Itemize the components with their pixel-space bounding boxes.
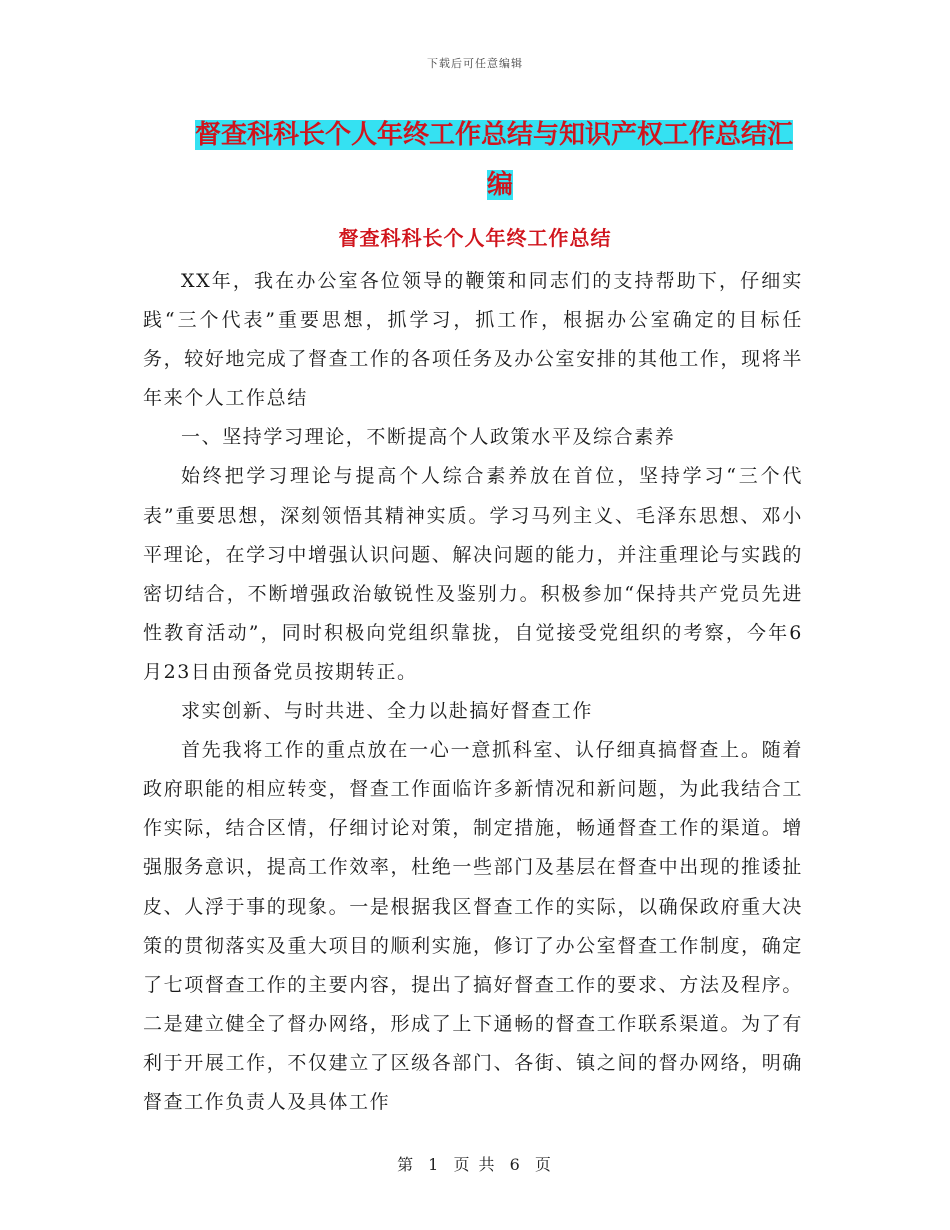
footer-page-number: 1 <box>428 1155 441 1174</box>
document-title-line1: 督查科科长个人年终工作总结与知识产权工作总结汇 <box>195 120 794 150</box>
section-title: 督查科科长个人年终工作总结 <box>338 226 612 250</box>
document-body <box>143 262 803 1122</box>
header-note: 下载后可任意编辑 <box>427 57 523 70</box>
page-footer <box>0 1152 950 1175</box>
paragraph-intro: XX年，我在办公室各位领导的鞭策和同志们的支持帮助下，仔细实践“三个代表”重要思想，抓学习，抓工作，根据办公室确定的目标任务，较好地完成了督查工作的各项任务及办公室安排的其他工作，现将半年来个人工作总结 <box>143 270 803 410</box>
footer-middle: 页 共 <box>453 1155 497 1174</box>
document-title-line2: 编 <box>486 170 513 200</box>
footer-suffix: 页 <box>534 1155 553 1174</box>
paragraph-study: 始终把学习理论与提高个人综合素养放在首位，坚持学习“三个代表”重要思想，深刻领悟其精神实质。学习马列主义、毛泽东思想、邓小平理论，在学习中增强认识问题、解决问题的能力，并注重理论与实践的密切结合，不断增强政治敏锐性及鉴别力。积极参加“保持共产党员先进性教育活动”，同时积极向党组织靠拢，自觉接受党组织的考察，今年6月23日由预备党员按期转正。 <box>143 465 803 683</box>
paragraph-supervision: 首先我将工作的重点放在一心一意抓科室、认仔细真搞督查上。随着政府职能的相应转变，督查工作面临许多新情况和新问题，为此我结合工作实际，结合区情，仔细讨论对策，制定措施，畅通督查工作的渠道。增强服务意识，提高工作效率，杜绝一些部门及基层在督查中出现的推诿扯皮、人浮于事的现象。一是根据我区督查工作的实际，以确保政府重大决策的贯彻落实及重大项目的顺利实施，修订了办公室督查工作制度，确定了七项督查工作的主要内容，提出了搞好督查工作的要求、方法及程序。二是建立健全了督办网络，形成了上下通畅的督查工作联系渠道。为了有利于开展工作，不仅建立了区级各部门、各街、镇之间的督办网络，明确督查工作负责人及具体工作 <box>143 739 803 1113</box>
footer-prefix: 第 <box>397 1155 416 1174</box>
footer-total-pages: 6 <box>509 1155 522 1174</box>
paragraph-heading-2: 求实创新、与时共进、全力以赴搞好督查工作 <box>181 700 594 723</box>
paragraph-heading-1: 一、坚持学习理论，不断提高个人政策水平及综合素养 <box>181 426 676 449</box>
document-title <box>195 112 805 208</box>
